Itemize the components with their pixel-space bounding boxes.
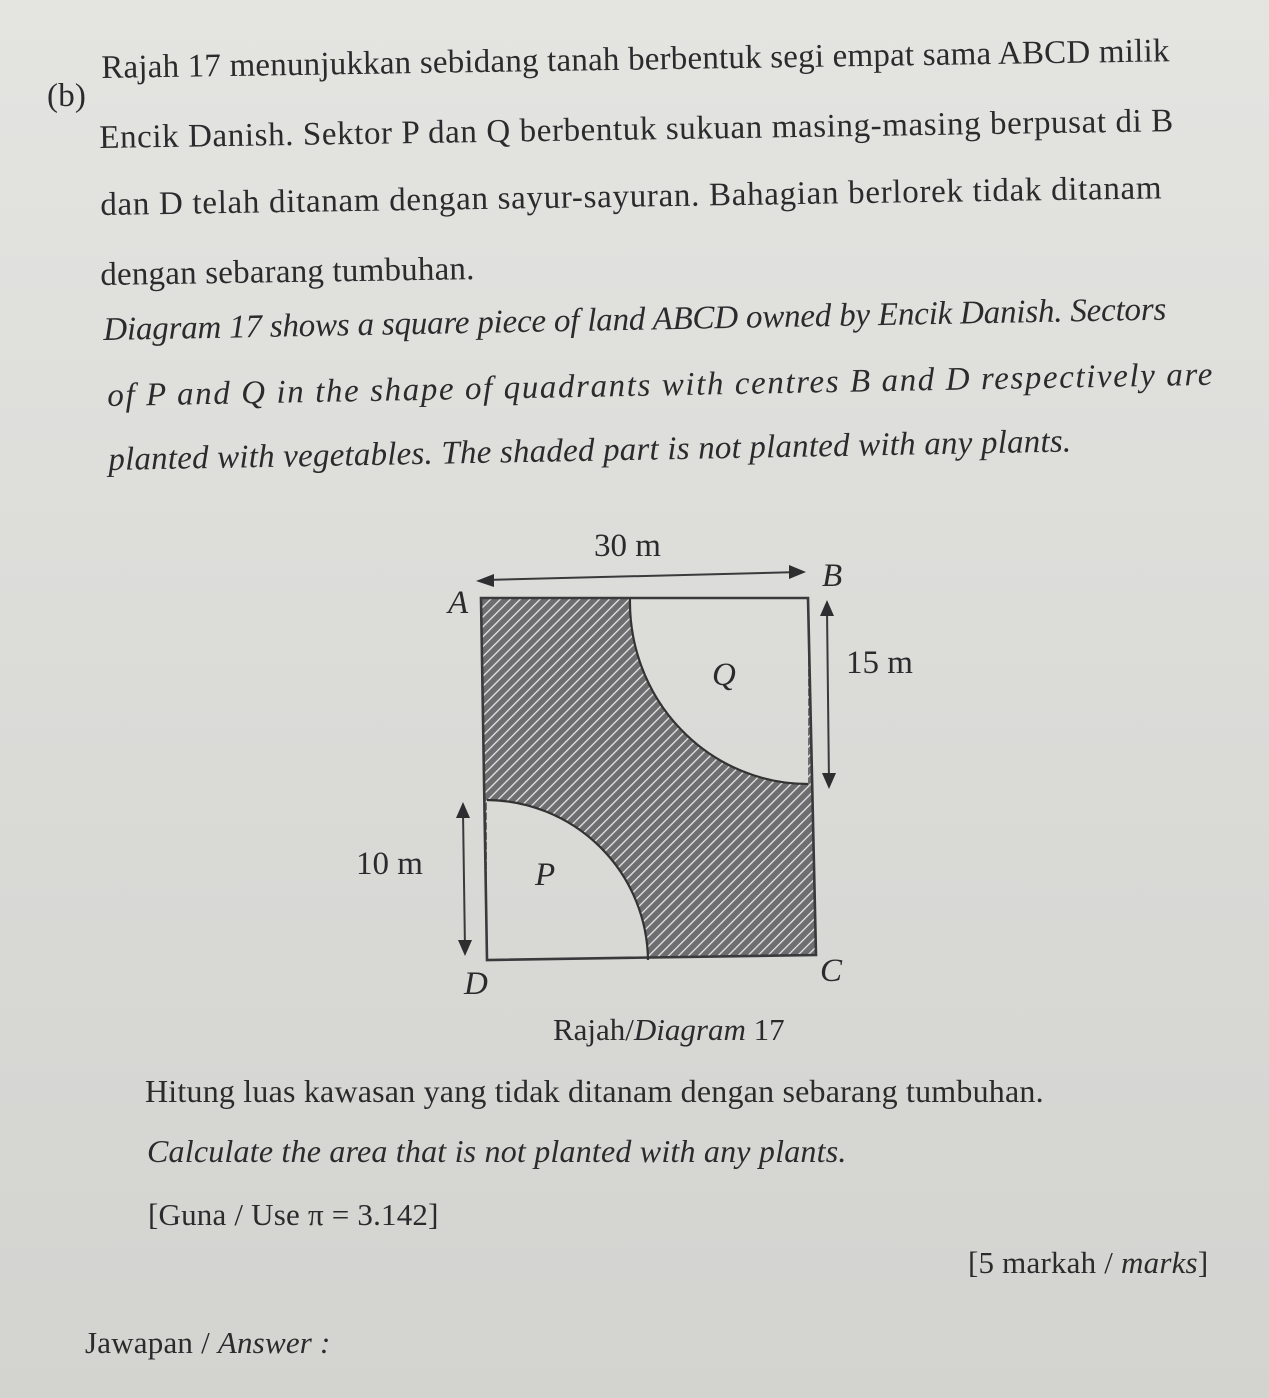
- vertex-c: C: [820, 953, 843, 989]
- english-line-2: of P and Q in the shape of quadrants with centres B and D respectively are: [107, 356, 1215, 414]
- part-label: (b): [47, 78, 87, 114]
- english-line-3: planted with vegetables. The shaded part is not planted with any plants.: [108, 423, 1072, 478]
- arrowhead-down-icon: [822, 773, 836, 789]
- arrowhead-left-icon: [476, 574, 494, 587]
- label-10m: 10 m: [356, 846, 423, 882]
- arrowhead-right-icon: [789, 565, 806, 579]
- arrowhead-down-icon: [458, 940, 472, 956]
- sector-q-label: Q: [712, 657, 736, 693]
- malay-line-4: dengan sebarang tumbuhan.: [100, 251, 475, 293]
- sector-p-label: P: [535, 857, 556, 893]
- arrowhead-up-icon: [456, 802, 470, 818]
- instruction-malay: Hitung luas kawasan yang tidak ditanam dengan sebarang tumbuhan.: [145, 1073, 1044, 1109]
- vertex-d: D: [464, 966, 488, 1002]
- malay-line-1: Rajah 17 menunjukkan sebidang tanah berbentuk segi empat sama ABCD milik: [101, 33, 1170, 86]
- vertex-b: B: [822, 558, 843, 594]
- malay-line-3: dan D telah ditanam dengan sayur-sayuran. Bahagian berlorek tidak ditanam: [100, 170, 1163, 223]
- diagram-caption: Rajah/Diagram 17: [553, 1012, 785, 1047]
- english-line-1: Diagram 17 shows a square piece of land ABCD owned by Encik Danish. Sectors: [103, 291, 1167, 348]
- vertex-a: A: [448, 585, 469, 621]
- answer-label: Jawapan / Answer :: [85, 1325, 331, 1360]
- label-30m: 30 m: [594, 528, 661, 564]
- marks-label: [5 markah / marks]: [968, 1245, 1209, 1280]
- instruction-english: Calculate the area that is not planted with any plants.: [147, 1133, 847, 1169]
- pi-note: [Guna / Use π = 3.142]: [148, 1197, 439, 1232]
- label-15m: 15 m: [846, 645, 913, 681]
- arrowhead-up-icon: [820, 600, 834, 616]
- malay-line-2: Encik Danish. Sektor P dan Q berbentuk sukuan masing-masing berpusat di B: [99, 103, 1175, 156]
